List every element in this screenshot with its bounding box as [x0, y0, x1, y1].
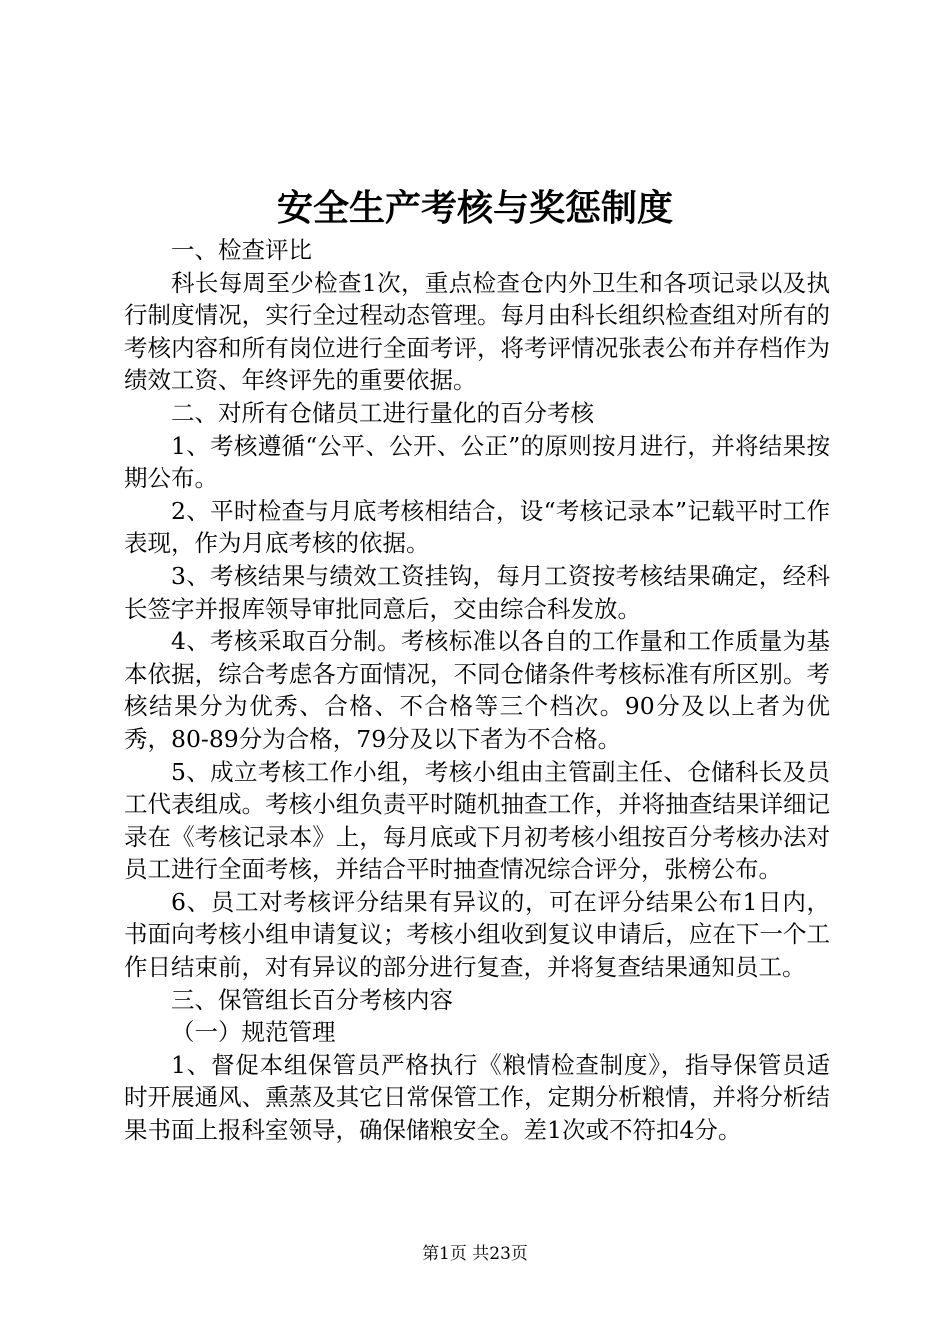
paragraph-inspection: 科长每周至少检查1次，重点检查仓内外卫生和各项记录以及执行制度情况，实行全过程动态管理。每月由科长组织检查组对所有的考核内容和所有岗位进行全面考评，将考评情况张表公布并存档作为绩效工资、年终评先的重要依据。: [124, 268, 830, 395]
document-title: 安全生产考核与奖惩制度: [276, 187, 673, 229]
paragraph-item-4: 4、考核采取百分制。考核标准以各自的工作量和工作质量为基本依据，综合考虑各方面情况，不同仓储条件考核标准有所区别。考核结果分为优秀、合格、不合格等三个档次。90分及以上者为优秀，80-89分为合格，79分及以下者为不合格。: [124, 627, 830, 753]
section-heading-3: 三、保管组长百分考核内容: [171, 985, 453, 1014]
subsection-heading-1: （一）规范管理: [171, 1018, 336, 1047]
paragraph-item-3: 3、考核结果与绩效工资挂钩，每月工资按考核结果确定，经科长签字并报库领导审批同意后，交由综合科发放。: [124, 561, 830, 623]
paragraph-item-2: 2、平时检查与月底考核相结合，设“考核记录本”记载平时工作表现，作为月底考核的依据。: [124, 496, 830, 558]
paragraph-item-5: 5、成立考核工作小组，考核小组由主管副主任、仓储科长及员工代表组成。考核小组负责平时随机抽查工作，并将抽查结果详细记录在《考核记录本》上，每月底或下月初考核小组按百分考核办法对员工进行全面考核，并结合平时抽查情况综合评分，张榜公布。: [124, 757, 830, 884]
section-heading-2: 二、对所有仓储员工进行量化的百分考核: [171, 398, 594, 427]
paragraph-subitem-1: 1、督促本组保管员严格执行《粮情检查制度》，指导保管员适时开展通风、熏蒸及其它日常保管工作，定期分析粮情，并将分析结果书面上报科室领导，确保储粮安全。差1次或不符扣4分。: [124, 1050, 830, 1145]
page-footer: 第1页 共23页: [422, 1244, 528, 1264]
document-body: [124, 234, 830, 1147]
paragraph-item-1: 1、考核遵循“公平、公开、公正”的原则按月进行，并将结果按期公布。: [124, 431, 830, 493]
paragraph-item-6: 6、员工对考核评分结果有异议的，可在评分结果公布1日内，书面向考核小组申请复议；考核小组收到复议申请后，应在下一个工作日结束前，对有异议的部分进行复查，并将复查结果通知员工。: [124, 887, 830, 982]
section-heading-1: 一、检查评比: [171, 236, 312, 264]
